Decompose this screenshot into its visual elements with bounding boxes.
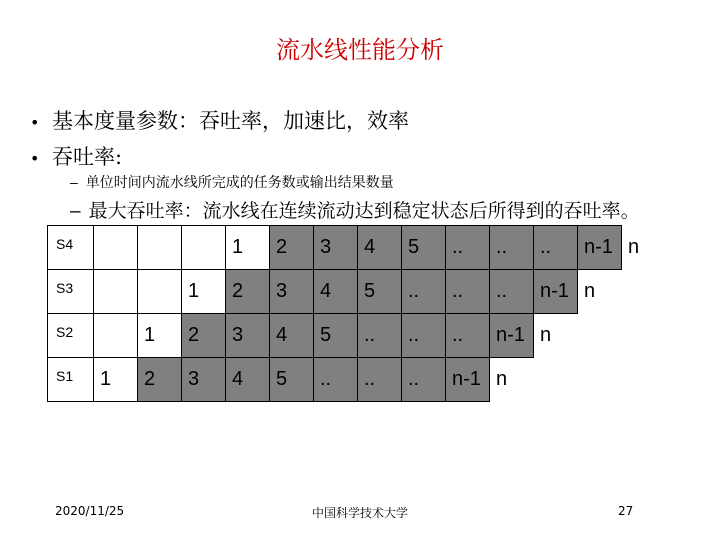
pipeline-cell: .. [402, 270, 446, 314]
bullet-list [30, 104, 409, 176]
pipeline-cell [94, 314, 138, 358]
pipeline-cell: 1 [138, 314, 182, 358]
pipeline-cell: 5 [358, 270, 402, 314]
pipeline-cell [578, 314, 622, 358]
pipeline-cell: .. [358, 314, 402, 358]
pipeline-cell: 4 [314, 270, 358, 314]
pipeline-cell: 2 [226, 270, 270, 314]
pipeline-cell: n [578, 270, 622, 314]
stage-row [48, 226, 666, 270]
pipeline-cell: 3 [314, 226, 358, 270]
stage-row [48, 270, 666, 314]
dash-icon: – [70, 174, 78, 190]
pipeline-cell [94, 226, 138, 270]
page-number: 27 [618, 504, 634, 518]
pipeline-cell: .. [534, 226, 578, 270]
bullet-text: 吞吐率: [52, 145, 123, 169]
pipeline-cell: .. [314, 358, 358, 402]
pipeline-cell [622, 358, 666, 402]
pipeline-cell: n-1 [446, 358, 490, 402]
pipeline-cell [138, 270, 182, 314]
stage-label: S1 [48, 358, 94, 402]
pipeline-cell: n [490, 358, 534, 402]
pipeline-cell: 1 [182, 270, 226, 314]
pipeline-cell [622, 314, 666, 358]
pipeline-cell: 2 [182, 314, 226, 358]
pipeline-cell: .. [402, 358, 446, 402]
pipeline-cell: .. [446, 270, 490, 314]
stage-label: S2 [48, 314, 94, 358]
pipeline-cell: 4 [358, 226, 402, 270]
sub-bullet-text: 最大吞吐率：流水线在连续流动达到稳定状态后所得到的吞吐率。 [88, 200, 640, 222]
pipeline-cell: 1 [226, 226, 270, 270]
footer-date: 2020/11/25 [55, 504, 125, 518]
bullet-dot-icon: • [30, 149, 40, 168]
dash-icon: – [70, 201, 81, 222]
stage-row [48, 314, 666, 358]
stage-row [48, 358, 666, 402]
pipeline-cell [138, 226, 182, 270]
pipeline-cell: 5 [314, 314, 358, 358]
pipeline-cell: 3 [270, 270, 314, 314]
pipeline-cell: n-1 [490, 314, 534, 358]
pipeline-cell [94, 270, 138, 314]
pipeline-cell [534, 358, 578, 402]
pipeline-cell: 4 [226, 358, 270, 402]
pipeline-cell: .. [358, 358, 402, 402]
pipeline-cell: .. [490, 270, 534, 314]
pipeline-cell: n [534, 314, 578, 358]
sub-bullet [70, 196, 640, 223]
pipeline-cell: .. [402, 314, 446, 358]
footer-organization: 中国科学技术大学 [311, 506, 408, 520]
stage-label: S4 [48, 226, 94, 270]
pipeline-cell [182, 226, 226, 270]
bullet-text: 基本度量参数：吞吐率，加速比，效率 [52, 109, 409, 133]
pipeline-cell: .. [446, 226, 490, 270]
pipeline-cell: 4 [270, 314, 314, 358]
pipeline-cell: n [622, 226, 666, 270]
pipeline-cell: n-1 [578, 226, 622, 270]
pipeline-cell: 2 [138, 358, 182, 402]
pipeline-cell: 5 [270, 358, 314, 402]
pipeline-cell: 1 [94, 358, 138, 402]
bullet-item [30, 104, 409, 140]
stage-label: S3 [48, 270, 94, 314]
pipeline-cell [622, 270, 666, 314]
sub-bullet [70, 172, 394, 192]
pipeline-cell: 3 [226, 314, 270, 358]
pipeline-space-time-table [47, 225, 666, 402]
pipeline-cell: 2 [270, 226, 314, 270]
pipeline-cell: 3 [182, 358, 226, 402]
sub-bullet-text: 单位时间内流水线所完成的任务数或输出结果数量 [85, 175, 394, 191]
pipeline-cell: .. [490, 226, 534, 270]
slide-title: 流水线性能分析 [276, 36, 444, 64]
pipeline-cell: .. [446, 314, 490, 358]
pipeline-cell [578, 358, 622, 402]
bullet-dot-icon: • [30, 113, 40, 132]
pipeline-cell: n-1 [534, 270, 578, 314]
pipeline-cell: 5 [402, 226, 446, 270]
bullet-item [30, 140, 409, 176]
